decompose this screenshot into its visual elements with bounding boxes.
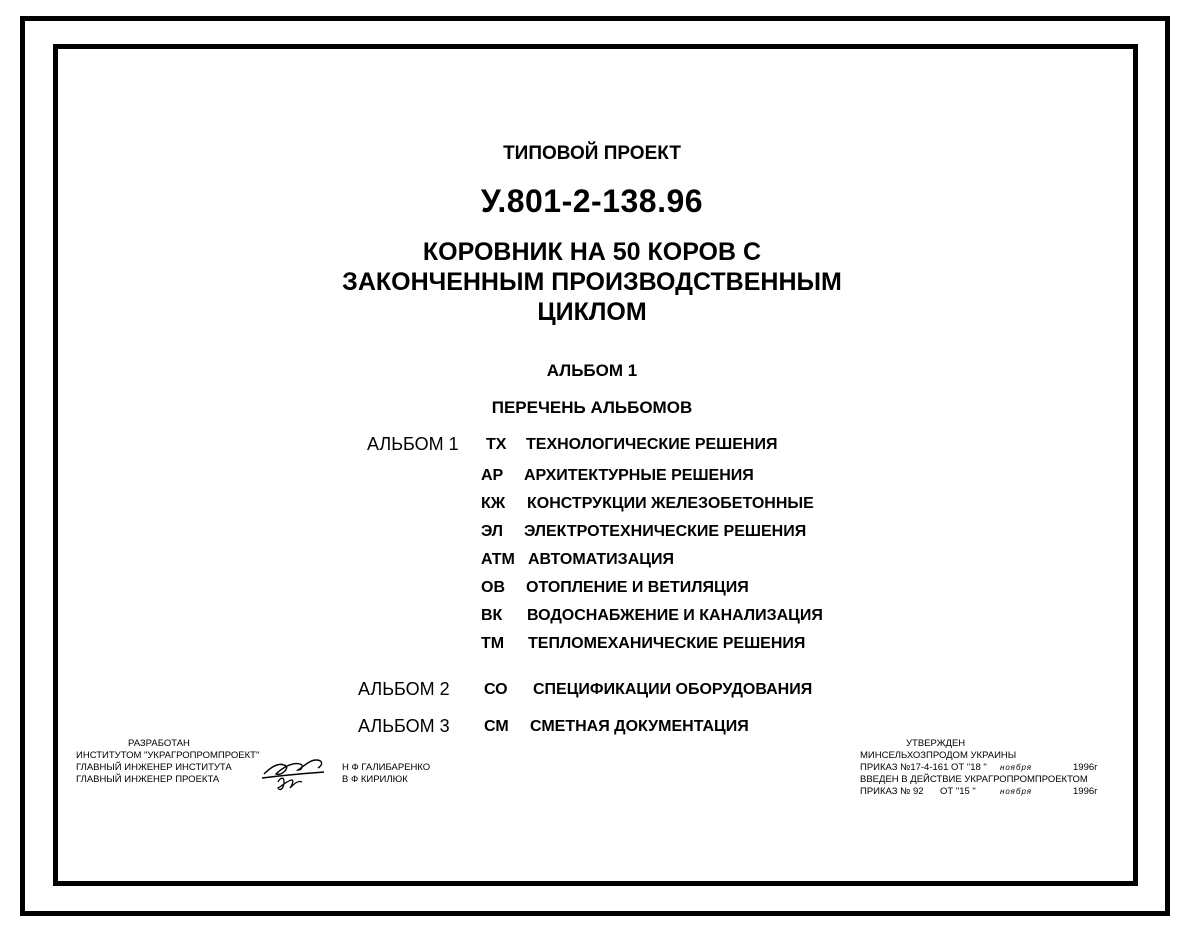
chief-engineer-project-name: В Ф КИРИЛЮК: [342, 774, 408, 785]
section-code: АР: [481, 467, 504, 484]
album-list-heading: ПЕРЕЧЕНЬ АЛЬБОМОВ: [491, 398, 693, 417]
enacted-by: ВВЕДЕН В ДЕЙСТВИЕ УКРАГРОПРОМПРОЕКТОМ: [860, 774, 1088, 785]
enactment-order: ПРИКАЗ № 92: [860, 786, 924, 797]
section-code: ТХ: [486, 436, 507, 453]
section-code: КЖ: [481, 495, 506, 512]
section-code: ЭЛ: [481, 523, 503, 540]
section-title: АРХИТЕКТУРНЫЕ РЕШЕНИЯ: [524, 467, 754, 484]
section-title: КОНСТРУКЦИИ ЖЕЛЕЗОБЕТОННЫЕ: [527, 495, 814, 512]
section-title: СМЕТНАЯ ДОКУМЕНТАЦИЯ: [530, 718, 749, 735]
approval-order-year: 1996г: [1073, 762, 1098, 773]
section-code: ОВ: [481, 579, 505, 596]
section-title: СПЕЦИФИКАЦИИ ОБОРУДОВАНИЯ: [533, 681, 813, 698]
section-title: ВОДОСНАБЖЕНИЕ И КАНАЛИЗАЦИЯ: [527, 607, 823, 624]
chief-engineer-institute-name: Н Ф ГАЛИБАРЕНКО: [342, 762, 431, 773]
enactment-order-date: ОТ "15 ": [940, 786, 976, 797]
project-code: У.801-2-138.96: [480, 183, 704, 219]
section-title: ТЕПЛОМЕХАНИЧЕСКИЕ РЕШЕНИЯ: [528, 635, 806, 652]
approved-ministry: МИНСЕЛЬХОЗПРОДОМ УКРАИНЫ: [860, 750, 1017, 761]
project-title: [0, 237, 1184, 327]
section-title: АВТОМАТИЗАЦИЯ: [528, 551, 674, 568]
section-code: ТМ: [481, 635, 505, 652]
title-line: КОРОВНИК НА 50 КОРОВ С: [422, 238, 762, 266]
section-title: ЭЛЕКТРОТЕХНИЧЕСКИЕ РЕШЕНИЯ: [524, 523, 807, 540]
chief-engineer-institute-role: ГЛАВНЫЙ ИНЖЕНЕР ИНСТИТУТА: [76, 762, 232, 773]
title-line: ЗАКОНЧЕННЫМ ПРОИЗВОДСТВЕННЫМ: [342, 268, 842, 296]
project-type: ТИПОВОЙ ПРОЕКТ: [503, 143, 681, 164]
enactment-order-month: ноября: [1000, 787, 1033, 796]
signature-image: [258, 752, 330, 794]
developed-heading: РАЗРАБОТАН: [128, 738, 190, 749]
album-label: АЛЬБОМ 1: [546, 361, 638, 380]
approval-order-month: ноября: [1000, 763, 1033, 772]
album-1-label: АЛЬБОМ 1: [367, 434, 459, 454]
album-3-label: АЛЬБОМ 3: [358, 716, 450, 736]
section-title: ТЕХНОЛОГИЧЕСКИЕ РЕШЕНИЯ: [526, 436, 778, 453]
section-code: СО: [484, 681, 508, 698]
section-code: ВК: [481, 607, 503, 624]
chief-engineer-project-role: ГЛАВНЫЙ ИНЖЕНЕР ПРОЕКТА: [76, 774, 220, 785]
developed-institute: ИНСТИТУТОМ "УКРАГРОПРОМПРОЕКТ": [76, 750, 260, 761]
approval-order: ПРИКАЗ №17-4-161 ОТ "18 ": [860, 762, 987, 773]
title-line: ЦИКЛОМ: [537, 298, 647, 326]
enactment-order-year: 1996г: [1073, 786, 1098, 797]
section-title: ОТОПЛЕНИЕ И ВЕТИЛЯЦИЯ: [526, 579, 749, 596]
section-code: СМ: [484, 718, 509, 735]
approved-heading: УТВЕРЖДЕН: [906, 738, 966, 749]
album-2-label: АЛЬБОМ 2: [358, 679, 450, 699]
section-code: АТМ: [481, 551, 515, 568]
